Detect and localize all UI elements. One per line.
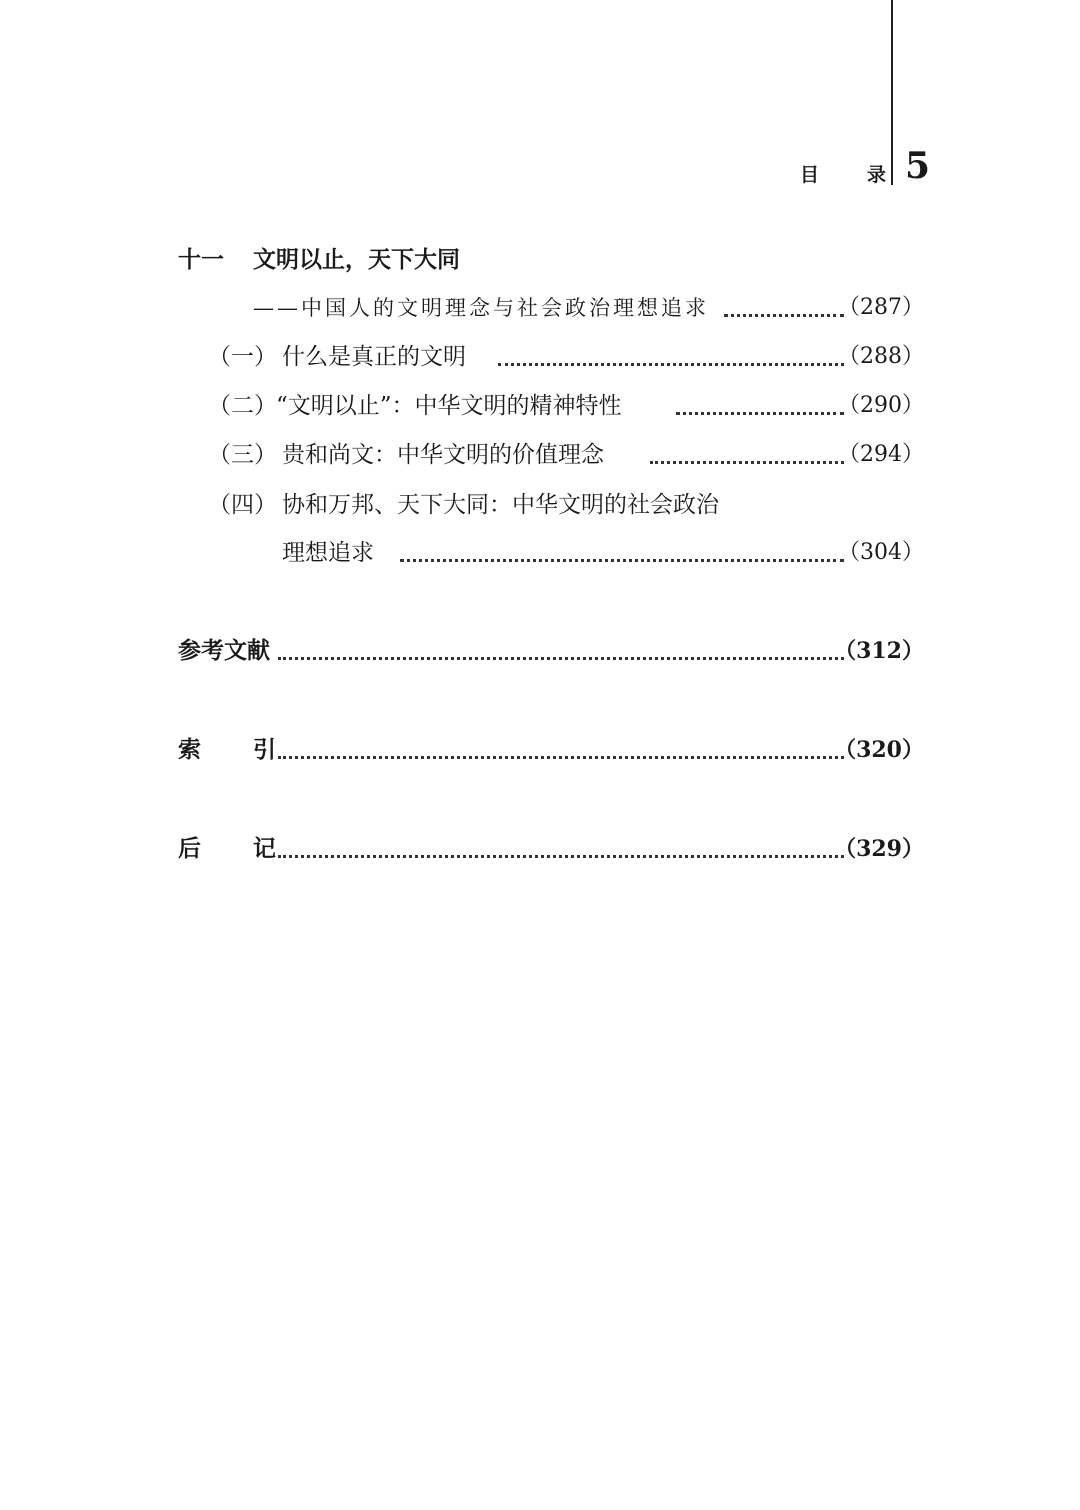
running-title-char-1: 目 (800, 164, 820, 186)
page-reference: （294） (838, 442, 924, 467)
header-vertical-rule (891, 0, 893, 185)
dot-leader (724, 314, 844, 317)
page-reference: （312） (834, 638, 924, 664)
toc-section-3[interactable] (0, 435, 1080, 475)
dot-leader (650, 461, 844, 464)
section-label: （三） (208, 442, 277, 468)
index-title-char-1: 索 (178, 736, 201, 763)
dot-leader (400, 559, 844, 562)
section-label: （四） (208, 492, 277, 518)
chapter-title: 文明以止，天下大同 (253, 246, 460, 273)
toc-postscript[interactable] (0, 829, 1080, 869)
index-title-char-2: 引 (253, 736, 276, 763)
section-label: （二） (208, 393, 277, 419)
toc-index[interactable] (0, 730, 1080, 770)
dot-leader (278, 657, 844, 660)
postscript-title-char-2: 记 (253, 835, 276, 862)
toc-chapter-11-heading[interactable] (0, 240, 1080, 280)
toc-section-1[interactable] (0, 337, 1080, 377)
page-reference: （304） (838, 540, 924, 565)
page-number: 5 (905, 145, 931, 187)
section-label: （一） (208, 344, 277, 370)
references-title: 参考文献 (178, 637, 270, 664)
section-title: 协和万邦、天下大同：中华文明的社会政治 (282, 492, 719, 518)
dot-leader (278, 756, 844, 759)
chapter-subtitle: ——中国人的文明理念与社会政治理想追求 (253, 296, 709, 320)
running-title-char-2: 录 (866, 164, 886, 186)
section-title-continuation: 理想追求 (282, 540, 374, 566)
toc-section-4[interactable] (0, 485, 1080, 525)
section-title: 什么是真正的文明 (282, 344, 466, 370)
page-reference: （288） (838, 344, 924, 369)
page-reference: （329） (834, 836, 924, 862)
postscript-title-char-1: 后 (178, 835, 201, 862)
toc-section-4-continuation[interactable] (0, 533, 1080, 573)
dot-leader (498, 363, 844, 366)
page-reference: （287） (838, 295, 924, 320)
section-title: “文明以止”：中华文明的精神特性 (276, 393, 622, 419)
dot-leader (278, 855, 844, 858)
toc-references[interactable] (0, 631, 1080, 671)
dot-leader (676, 412, 844, 415)
page-reference: （290） (838, 393, 924, 418)
toc-section-2[interactable] (0, 386, 1080, 426)
chapter-number: 十一 (178, 246, 224, 273)
running-title (800, 160, 886, 187)
toc-chapter-11-subtitle[interactable] (0, 288, 1080, 328)
section-title: 贵和尚文：中华文明的价值理念 (282, 442, 604, 468)
page-reference: （320） (834, 737, 924, 763)
